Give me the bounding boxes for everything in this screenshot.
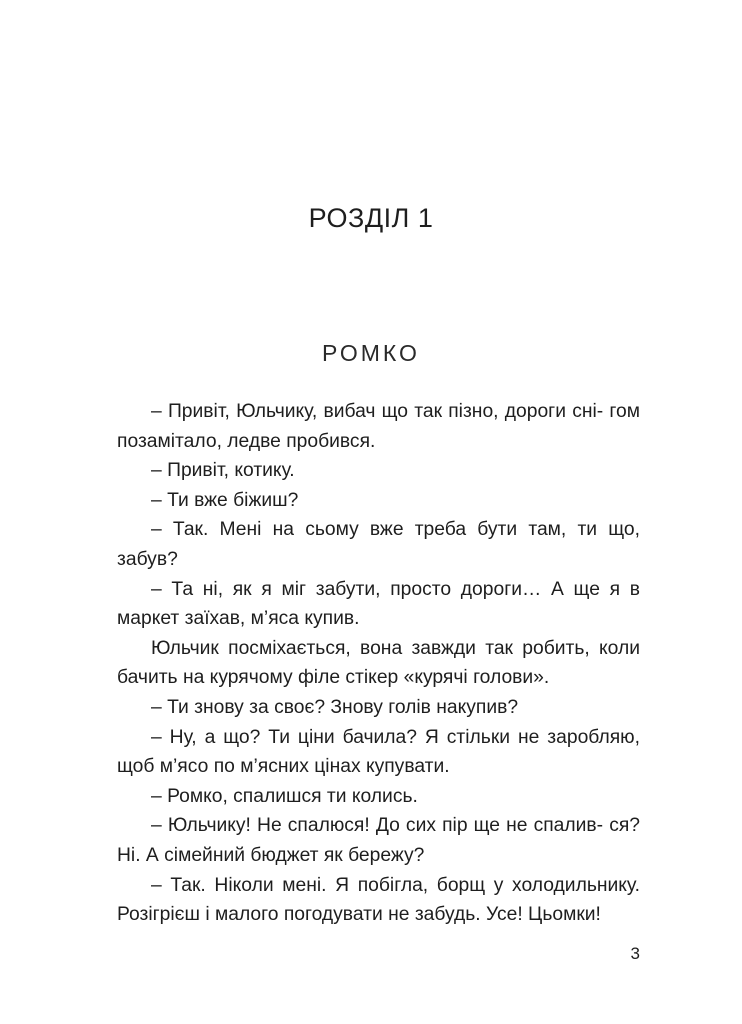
paragraph: – Ти знову за своє? Знову голів накупив? (151, 696, 519, 718)
chapter-title: РОЗДІЛ 1 (308, 203, 434, 233)
paragraph: – Ти вже біжиш? (151, 489, 299, 511)
paragraph: – Привіт, Юльчику, вибач що так пізно, дороги сні- гом позамітало, ледве пробився. (117, 401, 640, 452)
paragraph: – Так. Мені на сьому вже треба бути там, ти що, забув? (117, 519, 640, 570)
page-number: 3 (630, 944, 640, 963)
paragraph: – Та ні, як я міг забути, просто дороги… А ще я в маркет заїхав, м’яса купив. (117, 578, 640, 630)
chapter-subtitle: РОМКО (322, 340, 420, 366)
paragraph: – Так. Ніколи мені. Я побігла, борщ у холодильнику. Розігрієш і малого погодувати не забудь. Усе! Цьомки! (117, 874, 640, 926)
paragraph: Юльчик посміхається, вона завжди так робить, коли бачить на курячому філе стікер «курячі голови». (117, 637, 640, 689)
paragraph: – Ну, а що? Ти ціни бачила? Я стільки не заробляю, щоб м’ясо по м’ясних цінах купувати. (117, 726, 640, 778)
paragraph: – Привіт, котику. (151, 460, 295, 482)
paragraph: – Юльчику! Не спалюся! До сих пір ще не спалив- ся? Ні. А сімейний бюджет як бережу? (117, 815, 640, 866)
body-text (117, 397, 640, 930)
paragraph: – Ромко, спалишся ти колись. (151, 785, 418, 807)
